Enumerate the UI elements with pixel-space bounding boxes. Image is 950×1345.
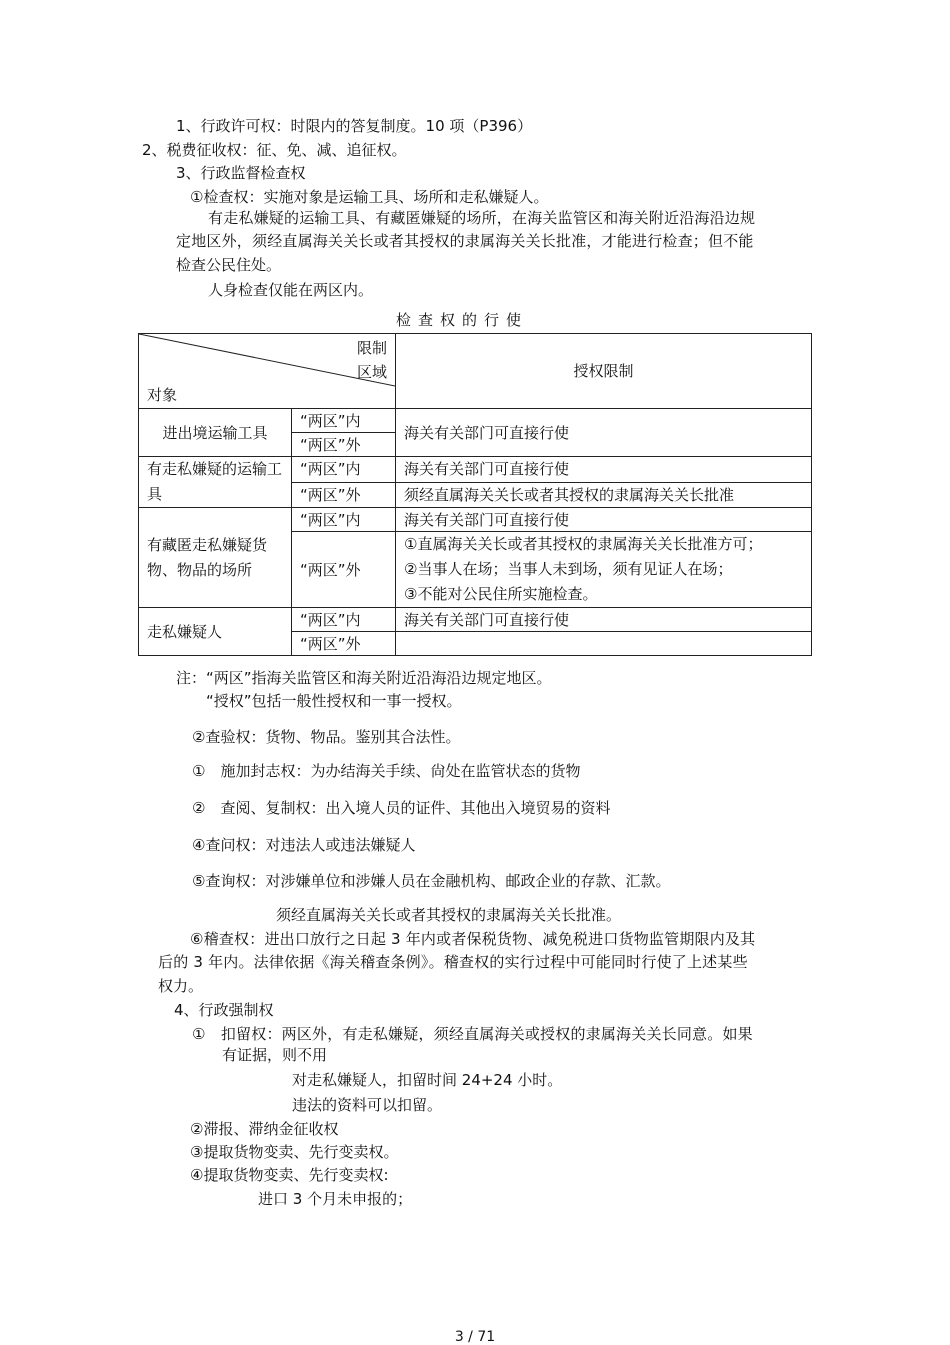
item-seal: ① 施加封志权：为办结海关手续、尙处在监管状态的货物 (192, 762, 581, 780)
note-authorization: “授权”包括一般性授权和一事一授权。 (206, 692, 462, 710)
item-sale-2: ④提取货物变卖、先行变卖权: (190, 1166, 389, 1184)
row1-auth: 海关有关部门可直接行使 (396, 409, 812, 457)
row2-auth-out: 须经直属海关关长或者其授权的隶属海关关长批准 (396, 482, 812, 508)
personal-inspection-line: 人身检查仅能在两区内。 (208, 281, 374, 299)
note-two-areas: 注：“两区”指海关监管区和海关附近沿海沿边规定地区。 (176, 669, 552, 687)
paragraph-line-1: 有走私嫌疑的运输工具、有藏匿嫌疑的场所，在海关监管区和海关附近沿海沿边规 (208, 209, 756, 227)
item-sale-1: ③提取货物变卖、先行变卖权。 (190, 1143, 399, 1161)
row3-auth-out: ①直属海关关长或者其授权的隶属海关关长批准方可； ②当事人在场；当事人未到场，须有见证人在场； ③不能对公民住所实施检查。 (396, 532, 812, 608)
page-number: 3 / 71 (454, 1329, 496, 1345)
item-undeclared: 进口 3 个月未申报的； (258, 1190, 413, 1208)
row1-in: “两区”内 (292, 409, 396, 433)
row3-in: “两区”内 (292, 508, 396, 532)
header-restriction-area: 限制 区域 (356, 339, 387, 381)
item-detention-2: 有证据，则不用 (222, 1046, 328, 1064)
row4-out: “两区”外 (292, 632, 396, 656)
item-audit-1: ⑥稽查权：进出口放行之日起 3 年内或者保税货物、减免税进口货物监管期限内及其 (190, 930, 756, 948)
item-enforcement-heading: 4、行政强制权 (174, 1001, 274, 1019)
table-header-diagonal-cell (139, 334, 396, 409)
line-admin-permit: 1、行政许可权：时限内的答复制度。10 项（P396） (176, 117, 533, 135)
row2-object: 有走私嫌疑的运输工具 (139, 457, 292, 508)
row2-auth-in: 海关有关部门可直接行使 (396, 457, 812, 483)
row1-out: “两区”外 (292, 433, 396, 457)
item-approval: 须经直属海关关长或者其授权的隶属海关关长批准。 (276, 906, 622, 924)
paragraph-line-2: 定地区外，须经直属海关关长或者其授权的隶属海关关长批准，才能进行检查；但不能 (176, 232, 754, 250)
item-late-fee: ②滞报、滞纳金征收权 (190, 1120, 339, 1138)
item-detention-time: 对走私嫌疑人，扣留时间 24+24 小时。 (292, 1071, 563, 1089)
item-detention-docs: 违法的资料可以扣留。 (292, 1096, 443, 1114)
item-audit-2: 后的 3 年内。法律依据《海关稽查条例》。稽查权的实行过程中可能同时行使了上述某些 (158, 953, 748, 971)
row4-auth-out (396, 632, 812, 656)
row3-auth-in: 海关有关部门可直接行使 (396, 508, 812, 532)
row1-object: 进出境运输工具 (139, 409, 292, 457)
row2-out: “两区”外 (292, 482, 396, 508)
header-authorization: 授权限制 (396, 334, 812, 409)
line-supervision-heading: 3、行政监督检查权 (176, 164, 306, 182)
inspection-table (138, 333, 812, 656)
line-tax-collection: 2、税费征收权：征、免、减、追征权。 (142, 141, 407, 159)
row3-object: 有藏匿走私嫌疑货物、物品的场所 (139, 508, 292, 608)
item-audit-3: 权力。 (158, 977, 204, 995)
paragraph-line-3: 检查公民住处。 (176, 256, 282, 274)
header-object: 对象 (147, 386, 178, 404)
item-examination: ②查验权：货物、物品。鉴别其合法性。 (192, 728, 461, 746)
table-caption: 检查权的行使 (396, 311, 529, 329)
item-inquiry: ⑤查询权：对涉嫌单位和涉嫌人员在金融机构、邮政企业的存款、汇款。 (192, 872, 671, 890)
row2-in: “两区”内 (292, 457, 396, 483)
row4-object: 走私嫌疑人 (139, 608, 292, 656)
item-questioning: ④查问权：对违法人或违法嫌疑人 (192, 836, 416, 854)
row4-auth-in: 海关有关部门可直接行使 (396, 608, 812, 632)
item-review-copy: ② 查阅、复制权：出入境人员的证件、其他出入境贸易的资料 (192, 799, 611, 817)
row4-in: “两区”内 (292, 608, 396, 632)
row3-out: “两区”外 (292, 532, 396, 608)
line-inspection-right: ①检查权：实施对象是运输工具、场所和走私嫌疑人。 (190, 188, 549, 206)
item-detention-1: ① 扣留权：两区外，有走私嫌疑，须经直属海关或授权的隶属海关关长同意。如果 (192, 1025, 753, 1043)
